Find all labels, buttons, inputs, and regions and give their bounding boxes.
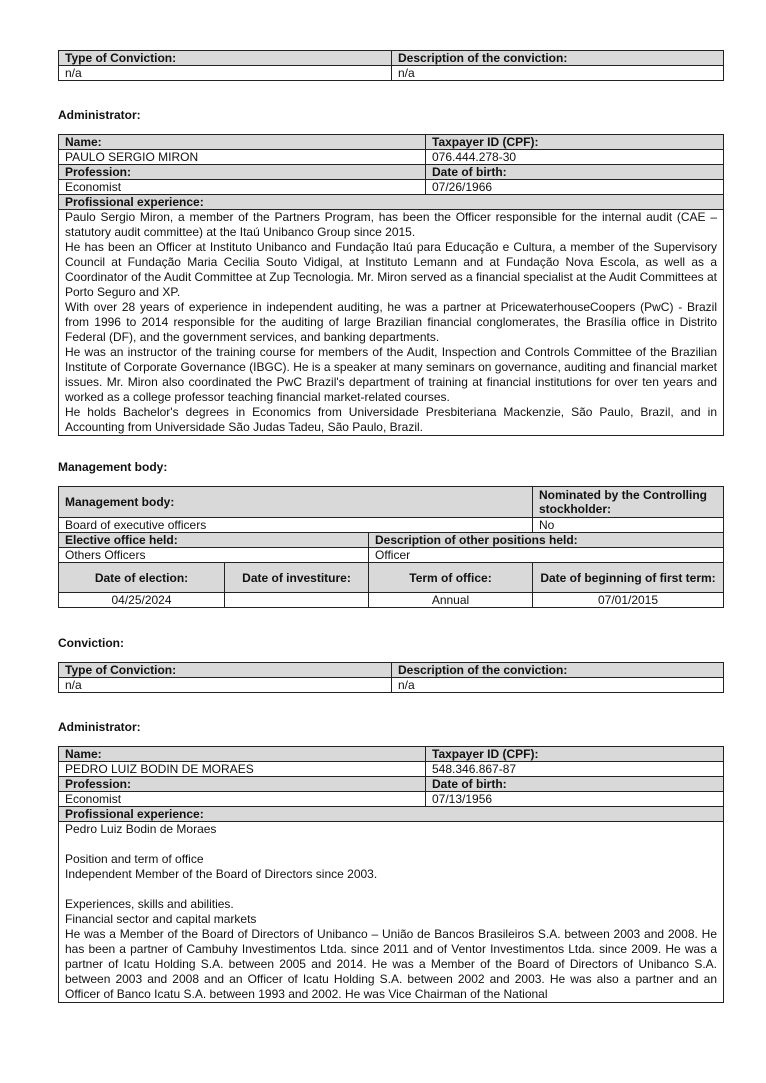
date-of-investiture-value [225, 593, 369, 608]
date-of-election-label: Date of election: [59, 563, 225, 593]
experience-paragraph: He was an instructor of the training course for members of the Audit, Inspection and Controls Committee of the Brazilian Institute of Corporate Governance (IBGC). He is a speaker at many seminars on governance, auditing and financial market issues. Mr. Miron also coordinated the PwC Brazil's department of training at financial institutions for over ten years and worked as a college professor teaching financial market-related courses. [65, 345, 717, 404]
nominated-value: No [533, 518, 724, 533]
administrator-table-1 [58, 134, 723, 436]
profession-label: Profession: [59, 165, 426, 180]
type-of-conviction-label: Type of Conviction: [59, 51, 392, 66]
first-term-label: Date of beginning of first term: [533, 563, 724, 593]
cpf-value: 076.444.278-30 [426, 150, 724, 165]
cpf-value: 548.346.867-87 [426, 762, 724, 777]
experience-name: Pedro Luiz Bodin de Moraes [65, 822, 217, 836]
type-of-conviction-value: n/a [59, 66, 392, 81]
dob-label: Date of birth: [426, 777, 724, 792]
professional-experience-text [59, 210, 724, 436]
professional-experience-label: Profissional experience: [59, 195, 724, 210]
professional-experience-text [59, 822, 724, 1003]
management-body-table [58, 486, 723, 608]
conviction-table-2 [58, 662, 723, 693]
dob-value: 07/13/1956 [426, 792, 724, 807]
experience-paragraph: He holds Bachelor's degrees in Economics from Universidade Presbiteriana Mackenzie, São Paulo, Brazil, and in Accounting from Universidade São Judas Tadeu, São Paulo, Brazil. [65, 405, 717, 434]
other-positions-label: Description of other positions held: [369, 533, 724, 548]
conviction-table-1 [58, 50, 723, 81]
position-text: Independent Member of the Board of Directors since 2003. [65, 867, 378, 881]
administrator-heading-1: Administrator: [58, 108, 141, 122]
cpf-label: Taxpayer ID (CPF): [426, 747, 724, 762]
professional-experience-label: Profissional experience: [59, 807, 724, 822]
profession-value: Economist [59, 180, 426, 195]
administrator-table-2 [58, 746, 723, 1003]
description-of-conviction-label: Description of the conviction: [392, 51, 724, 66]
management-body-heading: Management body: [58, 460, 168, 474]
nominated-label: Nominated by the Controlling stockholder: [533, 487, 724, 518]
term-of-office-value: Annual [369, 593, 533, 608]
elective-office-label: Elective office held: [59, 533, 369, 548]
description-of-conviction-label: Description of the conviction: [392, 663, 724, 678]
experience-paragraph: With over 28 years of experience in independent auditing, he was a partner at PricewaterhouseCoopers (PwC) - Brazil from 1996 to 2014 responsible for the auditing of large Brazilian financial conglomerates, the Brasília office in Distrito Federal (DF), and the government services, and banking departments. [65, 300, 717, 344]
management-body-value: Board of executive officers [59, 518, 533, 533]
cpf-label: Taxpayer ID (CPF): [426, 135, 724, 150]
experience-paragraph: Paulo Sergio Miron, a member of the Partners Program, has been the Officer responsible for the internal audit (CAE – statutory audit committee) at the Itaú Unibanco Group since 2015. [65, 210, 717, 239]
skills-heading: Experiences, skills and abilities. [65, 897, 234, 911]
name-value: PEDRO LUIZ BODIN DE MORAES [59, 762, 426, 777]
date-of-election-value: 04/25/2024 [59, 593, 225, 608]
type-of-conviction-label: Type of Conviction: [59, 663, 392, 678]
dob-label: Date of birth: [426, 165, 724, 180]
profession-label: Profession: [59, 777, 426, 792]
other-positions-value: Officer [369, 548, 724, 563]
first-term-value: 07/01/2015 [533, 593, 724, 608]
dob-value: 07/26/1966 [426, 180, 724, 195]
date-of-investiture-label: Date of investiture: [225, 563, 369, 593]
elective-office-value: Others Officers [59, 548, 369, 563]
description-of-conviction-value: n/a [392, 66, 724, 81]
skills-subheading: Financial sector and capital markets [65, 912, 257, 926]
name-label: Name: [59, 747, 426, 762]
name-label: Name: [59, 135, 426, 150]
type-of-conviction-value: n/a [59, 678, 392, 693]
term-of-office-label: Term of office: [369, 563, 533, 593]
profession-value: Economist [59, 792, 426, 807]
conviction-heading: Conviction: [58, 636, 124, 650]
experience-paragraph: He has been an Officer at Instituto Unibanco and Fundação Itaú para Educação e Cultura, a member of the Supervisory Council at Fundação Maria Cecilia Souto Vidigal, at Instituto Lemann and at Fundação Nova Escola, as well as a Coordinator of the Audit Committee at Zup Tecnologia. Mr. Miron served as a financial specialist at the Audit Committees at Porto Seguro and XP. [65, 240, 717, 299]
position-heading: Position and term of office [65, 852, 204, 866]
name-value: PAULO SERGIO MIRON [59, 150, 426, 165]
description-of-conviction-value: n/a [392, 678, 724, 693]
administrator-heading-2: Administrator: [58, 720, 141, 734]
management-body-label: Management body: [59, 487, 533, 518]
skills-text: He was a Member of the Board of Directors of Unibanco – União de Bancos Brasileiros S.A. between 2003 and 2008. He has been a partner of Cambuhy Investimentos Ltda. since 2011 and of Ventor Investimentos Ltda. since 2009. He was a partner of Icatu Holding S.A. between 2005 and 2014. He was a Member of the Board of Directors of Unibanco S.A. between 2003 and 2008 and an Officer of Icatu Holding S.A. between 2002 and 2003. He was also a partner and an Officer of Banco Icatu S.A. between 1993 and 2002. He was Vice Chairman of the National [65, 927, 717, 1001]
